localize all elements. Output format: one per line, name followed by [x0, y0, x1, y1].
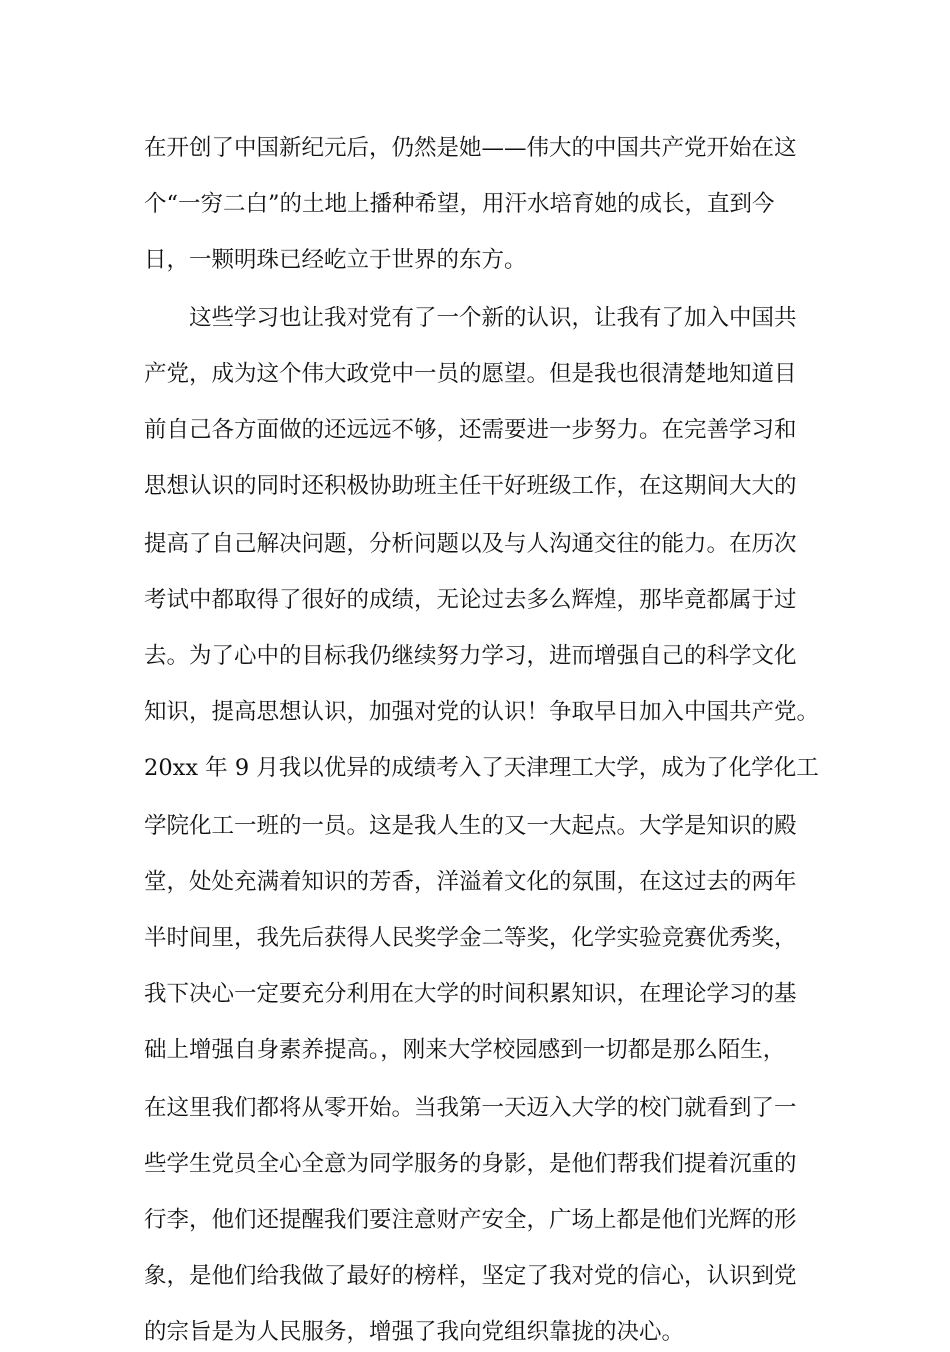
text-line: 在开创了中国新纪元后，仍然是她——伟大的中国共产党开始在这 — [144, 135, 797, 161]
text-line: 思想认识的同时还积极协助班主任干好班级工作，在这期间大大的 — [144, 473, 797, 499]
text-line: 我下决心一定要充分利用在大学的时间积累知识，在理论学习的基 — [144, 981, 797, 1007]
paragraph-first-line: 这些学习也让我对党有了一个新的认识，让我有了加入中国共 — [189, 305, 797, 331]
text-line: 日，一颗明珠已经屹立于世界的东方。 — [144, 247, 527, 273]
text-line: 提高了自己解决问题，分析问题以及与人沟通交往的能力。在历次 — [144, 531, 797, 557]
text-line: 前自己各方面做的还远远不够，还需要进一步努力。在完善学习和 — [144, 417, 797, 443]
text-line: 的宗旨是为人民服务，增强了我向党组织靠拢的决心。 — [144, 1319, 685, 1345]
text-line: 知识，提高思想认识，加强对党的认识！争取早日加入中国共产党。 — [144, 699, 820, 725]
text-line: 些学生党员全心全意为同学服务的身影，是他们帮我们提着沉重的 — [144, 1151, 797, 1177]
text-line: 在这里我们都将从零开始。当我第一天迈入大学的校门就看到了一 — [144, 1095, 797, 1121]
text-line: 半时间里，我先后获得人民奖学金二等奖，化学实验竞赛优秀奖， — [144, 925, 797, 951]
text-line: 学院化工一班的一员。这是我人生的又一大起点。大学是知识的殿 — [144, 813, 797, 839]
text-line: 个“一穷二白”的土地上播种希望，用汗水培育她的成长，直到今 — [144, 191, 775, 217]
text-line: 考试中都取得了很好的成绩，无论过去多么辉煌，那毕竟都属于过 — [144, 587, 797, 613]
text-line: 产党，成为这个伟大政党中一员的愿望。但是我也很清楚地知道目 — [144, 361, 797, 387]
text-line: 堂，处处充满着知识的芳香，洋溢着文化的氛围，在这过去的两年 — [144, 869, 797, 895]
text-line: 象，是他们给我做了最好的榜样，坚定了我对党的信心，认识到党 — [144, 1263, 797, 1289]
text-line: 20xx 年 9 月我以优异的成绩考入了天津理工大学，成为了化学化工 — [144, 755, 819, 781]
text-line: 础上增强自身素养提高。，刚来大学校园感到一切都是那么陌生， — [144, 1037, 786, 1063]
text-line: 去。为了心中的目标我仍继续努力学习，进而增强自己的科学文化 — [144, 643, 797, 669]
text-line: 行李，他们还提醒我们要注意财产安全，广场上都是他们光辉的形 — [144, 1207, 797, 1233]
